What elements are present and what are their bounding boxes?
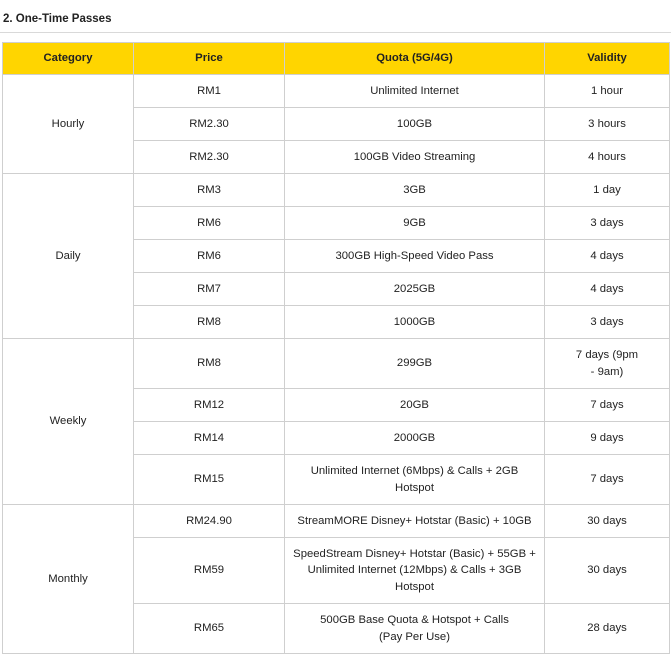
price-cell: RM24.90 <box>134 505 285 538</box>
price-cell: RM65 <box>134 604 285 654</box>
category-cell: Hourly <box>3 75 134 174</box>
quota-cell: 500GB Base Quota & Hotspot + Calls (Pay Per Use) <box>285 604 545 654</box>
validity-cell: 7 days (9pm - 9am) <box>545 339 670 389</box>
quota-cell: Unlimited Internet (6Mbps) & Calls + 2GB Hotspot <box>285 455 545 505</box>
quota-cell: 9GB <box>285 207 545 240</box>
quota-cell: 2025GB <box>285 273 545 306</box>
category-cell: Daily <box>3 174 134 339</box>
price-cell: RM3 <box>134 174 285 207</box>
category-cell: Monthly <box>3 505 134 654</box>
validity-cell: 30 days <box>545 505 670 538</box>
validity-cell: 3 hours <box>545 108 670 141</box>
column-header-quota: Quota (5G/4G) <box>285 43 545 75</box>
validity-cell: 4 hours <box>545 141 670 174</box>
table-row <box>3 75 670 108</box>
price-cell: RM8 <box>134 339 285 389</box>
price-cell: RM14 <box>134 422 285 455</box>
price-cell: RM6 <box>134 207 285 240</box>
validity-cell: 1 day <box>545 174 670 207</box>
quota-cell: 300GB High-Speed Video Pass <box>285 240 545 273</box>
quota-cell: SpeedStream Disney+ Hotstar (Basic) + 55GB + Unlimited Internet (12Mbps) & Calls + 3GB Hotspot <box>285 538 545 604</box>
quota-cell: 20GB <box>285 389 545 422</box>
table-row <box>3 339 670 389</box>
quota-cell: Unlimited Internet <box>285 75 545 108</box>
category-cell: Weekly <box>3 339 134 505</box>
validity-cell: 3 days <box>545 306 670 339</box>
column-header-validity: Validity <box>545 43 670 75</box>
quota-cell: 2000GB <box>285 422 545 455</box>
validity-cell: 7 days <box>545 389 670 422</box>
quota-cell: 100GB Video Streaming <box>285 141 545 174</box>
price-cell: RM2.30 <box>134 141 285 174</box>
validity-cell: 3 days <box>545 207 670 240</box>
quota-cell: 3GB <box>285 174 545 207</box>
passes-table <box>2 42 670 654</box>
validity-cell: 1 hour <box>545 75 670 108</box>
column-header-price: Price <box>134 43 285 75</box>
price-cell: RM7 <box>134 273 285 306</box>
price-cell: RM1 <box>134 75 285 108</box>
price-cell: RM59 <box>134 538 285 604</box>
table-header-row <box>3 43 670 75</box>
table-row <box>3 505 670 538</box>
validity-cell: 28 days <box>545 604 670 654</box>
validity-cell: 9 days <box>545 422 670 455</box>
price-cell: RM15 <box>134 455 285 505</box>
quota-cell: 1000GB <box>285 306 545 339</box>
section-heading: 2. One-Time Passes <box>3 13 112 25</box>
quota-cell: 100GB <box>285 108 545 141</box>
price-cell: RM6 <box>134 240 285 273</box>
quota-cell: StreamMORE Disney+ Hotstar (Basic) + 10GB <box>285 505 545 538</box>
table-row <box>3 174 670 207</box>
validity-cell: 4 days <box>545 240 670 273</box>
divider <box>0 32 671 33</box>
validity-cell: 7 days <box>545 455 670 505</box>
price-cell: RM12 <box>134 389 285 422</box>
price-cell: RM2.30 <box>134 108 285 141</box>
quota-cell: 299GB <box>285 339 545 389</box>
validity-cell: 4 days <box>545 273 670 306</box>
validity-cell: 30 days <box>545 538 670 604</box>
column-header-category: Category <box>3 43 134 75</box>
price-cell: RM8 <box>134 306 285 339</box>
